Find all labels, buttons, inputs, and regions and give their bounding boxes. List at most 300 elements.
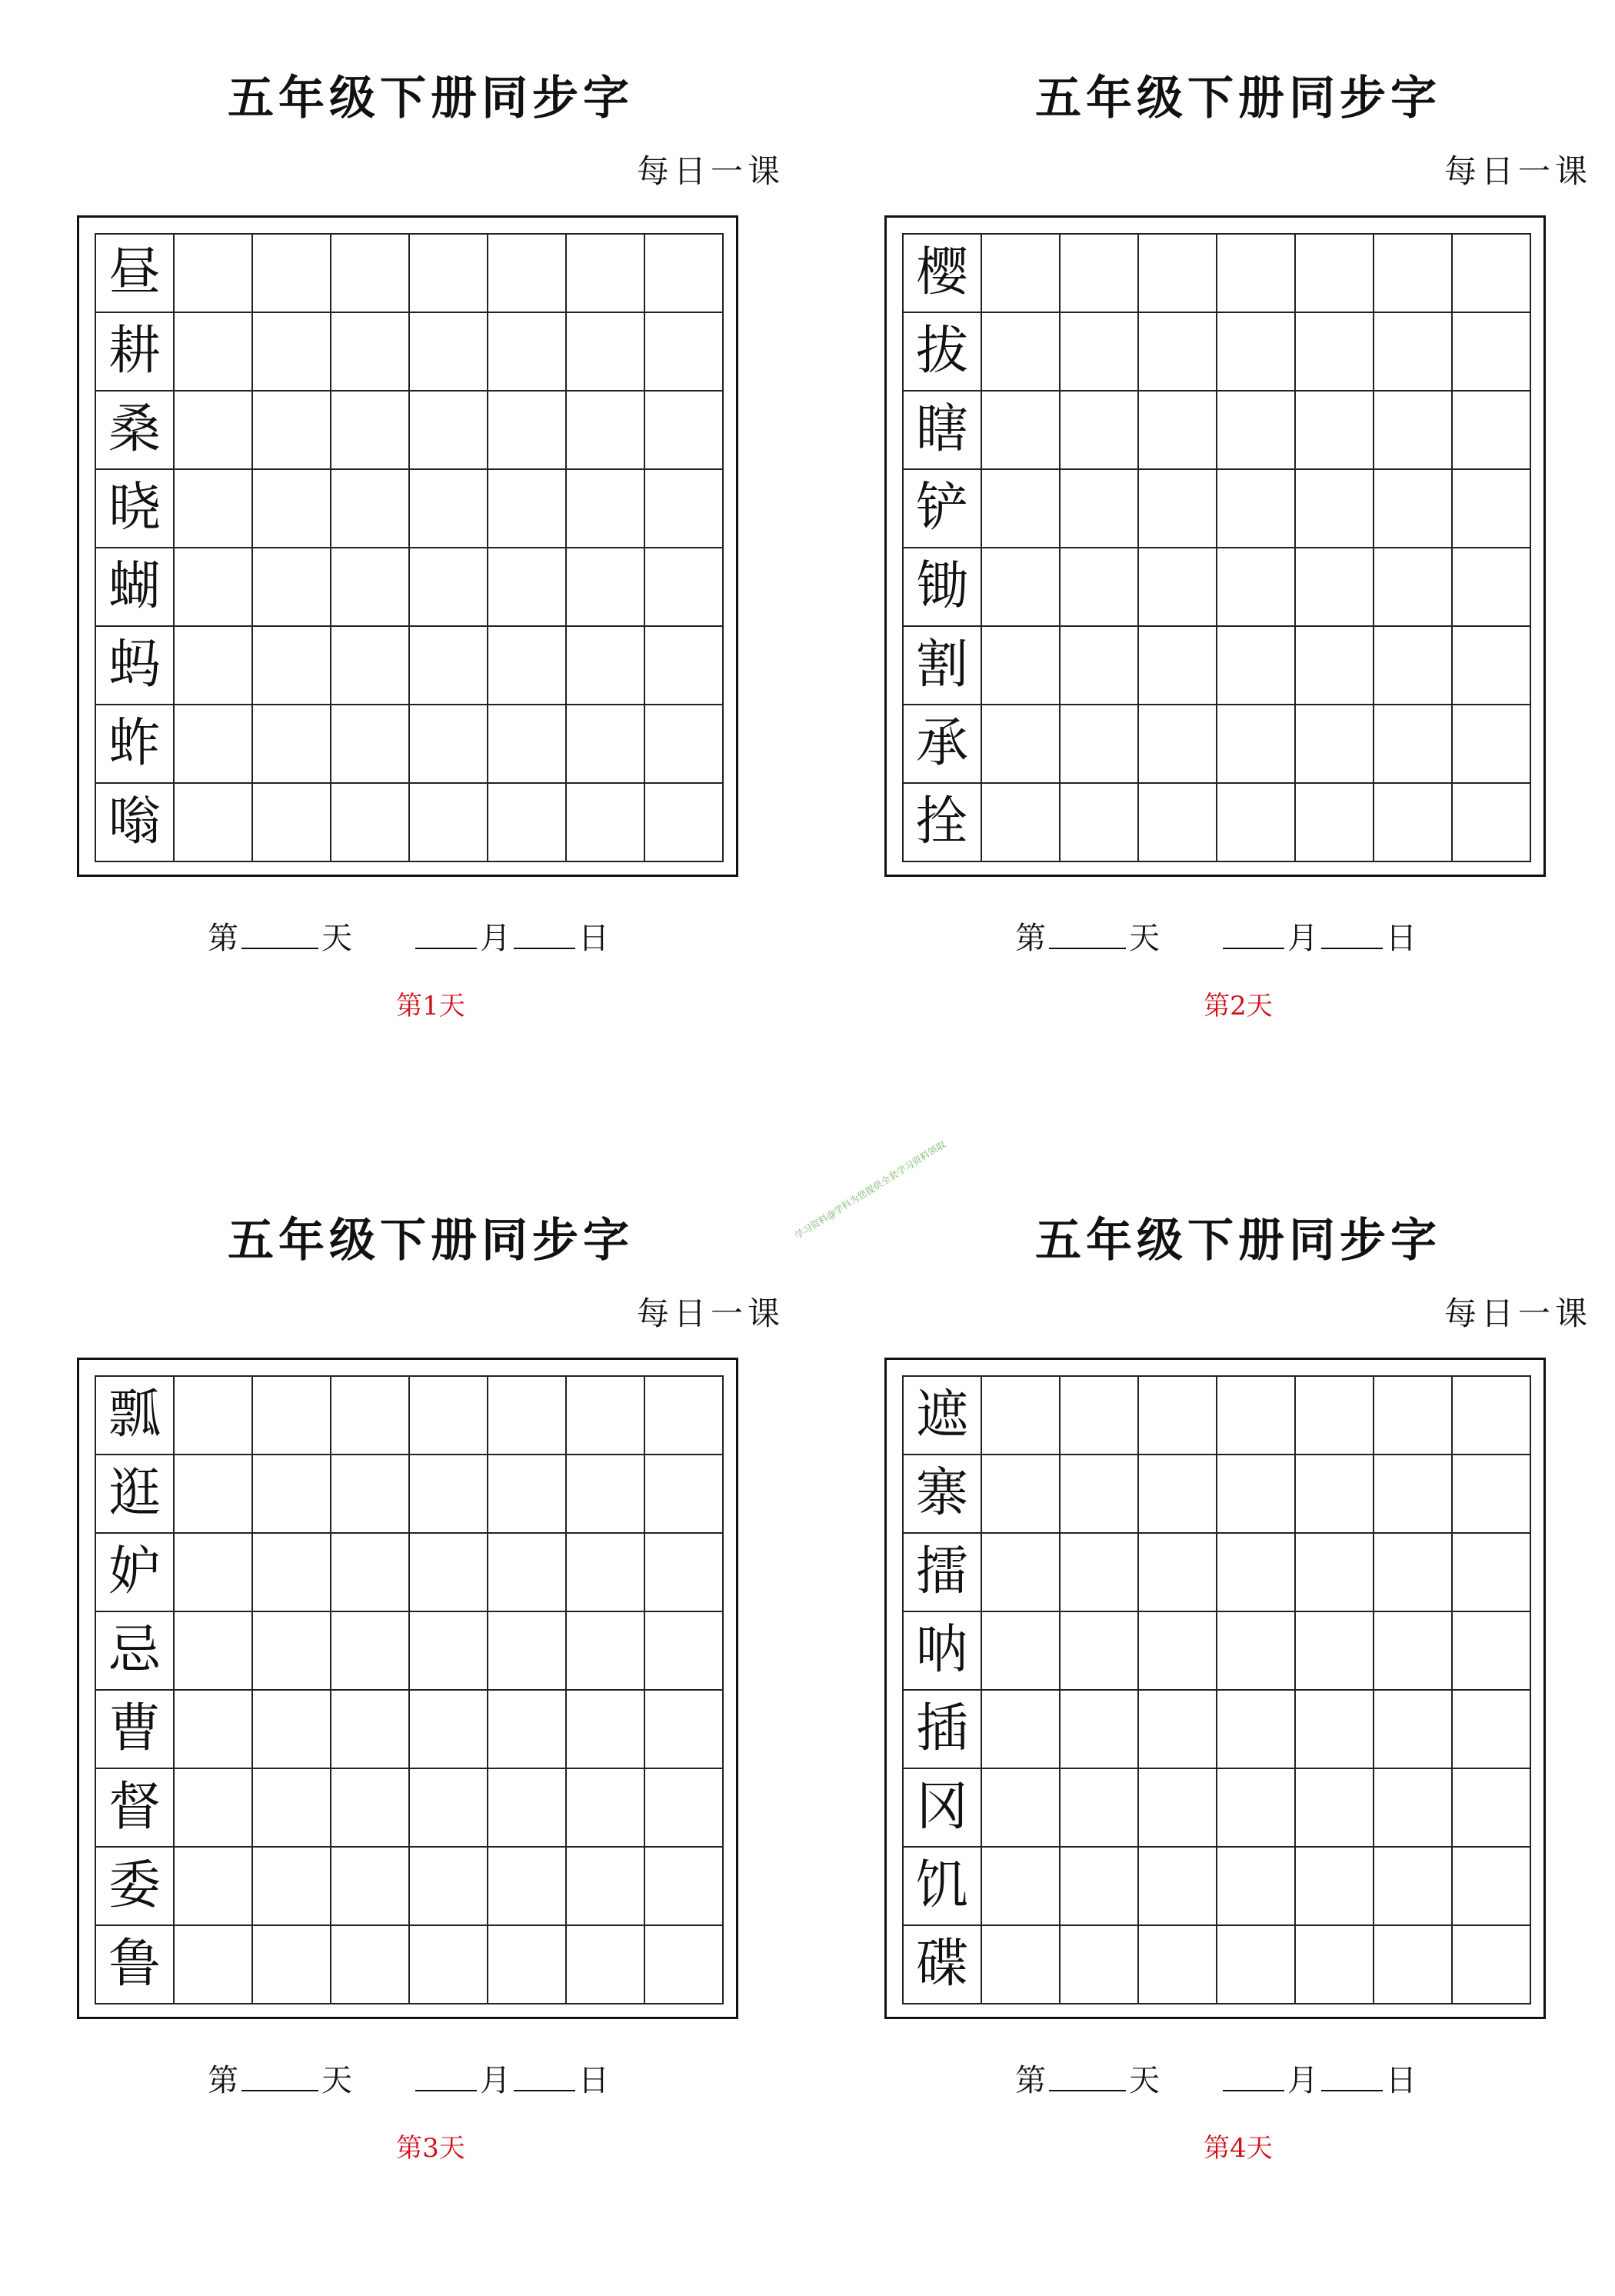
practice-grid-frame — [884, 1358, 1546, 2019]
practice-cell[interactable] — [1217, 1612, 1296, 1691]
practice-cell[interactable] — [253, 1769, 331, 1848]
practice-cell[interactable] — [253, 1534, 331, 1612]
model-character-cell: 冈 — [904, 1769, 982, 1848]
practice-cell[interactable] — [1139, 1848, 1217, 1926]
practice-cell[interactable] — [1139, 1691, 1217, 1769]
practice-cell[interactable] — [253, 705, 331, 784]
practice-cell[interactable] — [410, 1769, 488, 1848]
date-di: 第 — [208, 921, 238, 956]
practice-cell[interactable] — [567, 1377, 645, 1455]
practice-cell[interactable] — [645, 1534, 724, 1612]
practice-cell[interactable] — [175, 705, 253, 784]
worksheet-panel — [854, 1142, 1615, 2296]
practice-cell[interactable] — [331, 235, 410, 313]
practice-cell[interactable] — [567, 392, 645, 470]
practice-cell[interactable] — [1453, 235, 1531, 313]
practice-cell[interactable] — [982, 1377, 1061, 1455]
practice-cell[interactable] — [1139, 548, 1217, 627]
practice-cell[interactable] — [175, 313, 253, 392]
practice-cell[interactable] — [331, 627, 410, 705]
practice-cell[interactable] — [488, 784, 567, 862]
practice-cell[interactable] — [1217, 1691, 1296, 1769]
practice-cell[interactable] — [982, 235, 1061, 313]
practice-grid — [95, 233, 724, 862]
worksheet-panel — [46, 0, 815, 1154]
practice-cell[interactable] — [488, 705, 567, 784]
model-character-cell: 瓢 — [96, 1377, 175, 1455]
practice-grid-frame — [77, 1358, 738, 2019]
practice-cell[interactable] — [645, 235, 724, 313]
practice-cell[interactable] — [175, 548, 253, 627]
practice-cell[interactable] — [488, 627, 567, 705]
practice-cell[interactable] — [1453, 1691, 1531, 1769]
practice-cell[interactable] — [331, 1926, 410, 2004]
date-ri: 日 — [578, 921, 609, 956]
practice-cell[interactable] — [488, 1534, 567, 1612]
practice-cell[interactable] — [645, 470, 724, 548]
practice-cell[interactable] — [253, 313, 331, 392]
practice-cell[interactable] — [175, 1377, 253, 1455]
date-yue: 月 — [1287, 2063, 1318, 2098]
practice-cell[interactable] — [410, 470, 488, 548]
model-character-cell: 瞎 — [904, 392, 982, 470]
practice-cell[interactable] — [175, 1691, 253, 1769]
practice-cell[interactable] — [175, 784, 253, 862]
practice-cell[interactable] — [253, 1926, 331, 2004]
practice-cell[interactable] — [253, 784, 331, 862]
practice-cell[interactable] — [175, 392, 253, 470]
practice-cell[interactable] — [645, 1769, 724, 1848]
practice-cell[interactable] — [1061, 1534, 1139, 1612]
day-label: 第1天 — [396, 991, 465, 1021]
practice-cell[interactable] — [331, 392, 410, 470]
panel-title: 五年级下册同步字 — [1035, 1214, 1441, 1268]
practice-cell[interactable] — [567, 1848, 645, 1926]
practice-cell[interactable] — [175, 1769, 253, 1848]
practice-cell[interactable] — [645, 548, 724, 627]
practice-cell[interactable] — [1061, 1926, 1139, 2004]
practice-cell[interactable] — [410, 392, 488, 470]
date-line — [46, 914, 815, 960]
practice-cell[interactable] — [331, 1691, 410, 1769]
practice-cell[interactable] — [1139, 1377, 1217, 1455]
practice-cell[interactable] — [1453, 1534, 1531, 1612]
practice-cell[interactable] — [1296, 1848, 1374, 1926]
day-label: 第3天 — [396, 2133, 465, 2164]
model-character-cell: 蚱 — [96, 705, 175, 784]
practice-cell[interactable] — [488, 1691, 567, 1769]
practice-cell[interactable] — [982, 1612, 1061, 1691]
model-character-cell: 逛 — [96, 1455, 175, 1534]
model-character-cell: 妒 — [96, 1534, 175, 1612]
practice-cell[interactable] — [488, 548, 567, 627]
practice-cell[interactable] — [567, 548, 645, 627]
practice-cell[interactable] — [567, 313, 645, 392]
practice-cell[interactable] — [1374, 1926, 1453, 2004]
practice-cell[interactable] — [982, 1926, 1061, 2004]
date-line — [854, 2056, 1615, 2102]
practice-cell[interactable] — [1139, 235, 1217, 313]
practice-cell[interactable] — [410, 1848, 488, 1926]
practice-cell[interactable] — [1374, 1848, 1453, 1926]
date-di: 第 — [1015, 921, 1046, 956]
date-line — [854, 914, 1615, 960]
month-blank[interactable] — [415, 948, 477, 949]
practice-cell[interactable] — [410, 1612, 488, 1691]
practice-cell[interactable] — [1296, 705, 1374, 784]
date-tian: 天 — [321, 2063, 352, 2098]
practice-cell[interactable] — [410, 1377, 488, 1455]
practice-cell[interactable] — [1374, 392, 1453, 470]
model-character-cell: 锄 — [904, 548, 982, 627]
practice-cell[interactable] — [567, 1534, 645, 1612]
practice-cell[interactable] — [1217, 548, 1296, 627]
date-yue: 月 — [480, 2063, 511, 2098]
practice-cell[interactable] — [1374, 627, 1453, 705]
practice-cell[interactable] — [1374, 1691, 1453, 1769]
panel-subtitle: 每日一课 — [636, 1295, 784, 1332]
worksheet-panel — [46, 1142, 815, 2296]
practice-cell[interactable] — [567, 784, 645, 862]
practice-cell[interactable] — [1061, 1455, 1139, 1534]
practice-cell[interactable] — [1296, 1455, 1374, 1534]
model-character-cell: 嗡 — [96, 784, 175, 862]
day-number-blank[interactable] — [241, 948, 318, 949]
practice-grid-frame — [884, 215, 1546, 877]
practice-cell[interactable] — [410, 235, 488, 313]
practice-cell[interactable] — [1217, 1455, 1296, 1534]
practice-cell[interactable] — [488, 235, 567, 313]
practice-cell[interactable] — [1296, 392, 1374, 470]
practice-cell[interactable] — [175, 1455, 253, 1534]
practice-cell[interactable] — [1061, 705, 1139, 784]
practice-cell[interactable] — [410, 1691, 488, 1769]
practice-cell[interactable] — [982, 1691, 1061, 1769]
panel-subtitle: 每日一课 — [1444, 152, 1592, 190]
date-ri: 日 — [1386, 921, 1417, 956]
practice-cell[interactable] — [331, 1612, 410, 1691]
practice-cell[interactable] — [175, 235, 253, 313]
practice-cell[interactable] — [1296, 784, 1374, 862]
practice-cell[interactable] — [1453, 392, 1531, 470]
practice-cell[interactable] — [1374, 313, 1453, 392]
practice-cell[interactable] — [1453, 313, 1531, 392]
practice-cell[interactable] — [1374, 548, 1453, 627]
date-blank[interactable] — [1321, 2090, 1383, 2091]
model-character-cell: 耕 — [96, 313, 175, 392]
practice-cell[interactable] — [1453, 1612, 1531, 1691]
practice-cell[interactable] — [1374, 1455, 1453, 1534]
practice-cell[interactable] — [982, 784, 1061, 862]
practice-cell[interactable] — [1061, 1612, 1139, 1691]
day-number-blank[interactable] — [241, 2090, 318, 2091]
date-blank[interactable] — [1321, 948, 1383, 949]
practice-cell[interactable] — [1296, 313, 1374, 392]
practice-cell[interactable] — [982, 627, 1061, 705]
practice-cell[interactable] — [1296, 548, 1374, 627]
practice-cell[interactable] — [645, 1377, 724, 1455]
practice-cell[interactable] — [253, 1848, 331, 1926]
model-character-cell: 桑 — [96, 392, 175, 470]
practice-cell[interactable] — [1374, 1534, 1453, 1612]
practice-cell[interactable] — [1296, 1691, 1374, 1769]
practice-cell[interactable] — [1061, 1848, 1139, 1926]
day-number-blank[interactable] — [1049, 2090, 1126, 2091]
practice-grid-frame — [77, 215, 738, 877]
practice-cell[interactable] — [175, 1926, 253, 2004]
practice-cell[interactable] — [1453, 1455, 1531, 1534]
practice-cell[interactable] — [410, 313, 488, 392]
practice-cell[interactable] — [1217, 235, 1296, 313]
practice-cell[interactable] — [1374, 1769, 1453, 1848]
month-blank[interactable] — [1223, 2090, 1284, 2091]
model-character-cell: 鲁 — [96, 1926, 175, 2004]
model-character-cell: 遮 — [904, 1377, 982, 1455]
worksheet-panel — [854, 0, 1615, 1154]
model-character-cell: 忌 — [96, 1612, 175, 1691]
practice-cell[interactable] — [1139, 1455, 1217, 1534]
practice-cell[interactable] — [567, 1926, 645, 2004]
practice-cell[interactable] — [1061, 392, 1139, 470]
practice-cell[interactable] — [1139, 392, 1217, 470]
practice-cell[interactable] — [1453, 627, 1531, 705]
practice-cell[interactable] — [1217, 627, 1296, 705]
practice-cell[interactable] — [331, 1769, 410, 1848]
practice-cell[interactable] — [331, 313, 410, 392]
practice-cell[interactable] — [1217, 784, 1296, 862]
practice-cell[interactable] — [1139, 1534, 1217, 1612]
date-blank[interactable] — [514, 2090, 575, 2091]
practice-cell[interactable] — [567, 1612, 645, 1691]
practice-cell[interactable] — [1217, 1926, 1296, 2004]
practice-cell[interactable] — [982, 705, 1061, 784]
model-character-cell: 承 — [904, 705, 982, 784]
practice-cell[interactable] — [1296, 627, 1374, 705]
practice-cell[interactable] — [645, 392, 724, 470]
practice-cell[interactable] — [1061, 1691, 1139, 1769]
practice-cell[interactable] — [645, 705, 724, 784]
date-blank[interactable] — [514, 948, 575, 949]
practice-cell[interactable] — [1217, 1848, 1296, 1926]
practice-cell[interactable] — [488, 313, 567, 392]
practice-cell[interactable] — [1374, 705, 1453, 784]
month-blank[interactable] — [1223, 948, 1284, 949]
practice-grid — [902, 1375, 1531, 2004]
practice-grid — [95, 1375, 724, 2004]
practice-cell[interactable] — [1217, 470, 1296, 548]
practice-cell[interactable] — [253, 1455, 331, 1534]
model-character-cell: 拔 — [904, 313, 982, 392]
practice-cell[interactable] — [488, 392, 567, 470]
practice-cell[interactable] — [982, 392, 1061, 470]
practice-cell[interactable] — [488, 1455, 567, 1534]
model-character-cell: 蝴 — [96, 548, 175, 627]
practice-cell[interactable] — [645, 1455, 724, 1534]
practice-cell[interactable] — [1296, 235, 1374, 313]
date-di: 第 — [208, 2063, 238, 2098]
date-ri: 日 — [1386, 2063, 1417, 2098]
model-character-cell: 割 — [904, 627, 982, 705]
practice-cell[interactable] — [331, 784, 410, 862]
practice-cell[interactable] — [410, 1926, 488, 2004]
practice-cell[interactable] — [1217, 392, 1296, 470]
practice-cell[interactable] — [1061, 548, 1139, 627]
model-character-cell: 督 — [96, 1769, 175, 1848]
model-character-cell: 昼 — [96, 235, 175, 313]
practice-cell[interactable] — [1217, 1377, 1296, 1455]
practice-cell[interactable] — [1061, 627, 1139, 705]
practice-cell[interactable] — [1453, 1848, 1531, 1926]
practice-cell[interactable] — [488, 470, 567, 548]
practice-cell[interactable] — [253, 235, 331, 313]
practice-cell[interactable] — [1296, 1377, 1374, 1455]
practice-cell[interactable] — [982, 1769, 1061, 1848]
practice-cell[interactable] — [331, 1377, 410, 1455]
date-line — [46, 2056, 815, 2102]
practice-cell[interactable] — [1061, 313, 1139, 392]
practice-cell[interactable] — [410, 627, 488, 705]
practice-cell[interactable] — [175, 1848, 253, 1926]
practice-cell[interactable] — [1374, 470, 1453, 548]
practice-cell[interactable] — [645, 1926, 724, 2004]
practice-cell[interactable] — [331, 470, 410, 548]
practice-cell[interactable] — [1453, 1377, 1531, 1455]
practice-cell[interactable] — [1139, 705, 1217, 784]
practice-cell[interactable] — [253, 627, 331, 705]
practice-cell[interactable] — [1453, 470, 1531, 548]
practice-cell[interactable] — [1139, 313, 1217, 392]
practice-cell[interactable] — [331, 1848, 410, 1926]
practice-cell[interactable] — [567, 235, 645, 313]
practice-cell[interactable] — [1061, 784, 1139, 862]
practice-cell[interactable] — [1296, 1534, 1374, 1612]
practice-cell[interactable] — [1296, 1612, 1374, 1691]
practice-cell[interactable] — [1061, 470, 1139, 548]
model-character-cell: 委 — [96, 1848, 175, 1926]
model-character-cell: 晓 — [96, 470, 175, 548]
practice-cell[interactable] — [1139, 470, 1217, 548]
practice-cell[interactable] — [1453, 1769, 1531, 1848]
practice-cell[interactable] — [410, 784, 488, 862]
practice-cell[interactable] — [1374, 1612, 1453, 1691]
practice-cell[interactable] — [253, 1691, 331, 1769]
practice-cell[interactable] — [175, 1612, 253, 1691]
practice-cell[interactable] — [982, 1455, 1061, 1534]
panel-title: 五年级下册同步字 — [1035, 72, 1441, 125]
practice-cell[interactable] — [982, 470, 1061, 548]
practice-cell[interactable] — [645, 784, 724, 862]
practice-cell[interactable] — [1061, 1769, 1139, 1848]
practice-cell[interactable] — [567, 1455, 645, 1534]
practice-cell[interactable] — [1453, 1926, 1531, 2004]
practice-cell[interactable] — [331, 1534, 410, 1612]
practice-cell[interactable] — [567, 705, 645, 784]
practice-cell[interactable] — [1139, 1769, 1217, 1848]
practice-cell[interactable] — [1139, 784, 1217, 862]
practice-cell[interactable] — [1374, 235, 1453, 313]
practice-cell[interactable] — [645, 313, 724, 392]
practice-cell[interactable] — [331, 705, 410, 784]
day-label: 第2天 — [1204, 991, 1273, 1021]
date-tian: 天 — [1129, 2063, 1160, 2098]
practice-cell[interactable] — [1453, 548, 1531, 627]
practice-cell[interactable] — [1453, 705, 1531, 784]
practice-cell[interactable] — [1296, 1769, 1374, 1848]
practice-cell[interactable] — [645, 1848, 724, 1926]
model-character-cell: 拴 — [904, 784, 982, 862]
practice-cell[interactable] — [488, 1377, 567, 1455]
model-character-cell: 擂 — [904, 1534, 982, 1612]
practice-cell[interactable] — [567, 470, 645, 548]
practice-cell[interactable] — [488, 1926, 567, 2004]
practice-cell[interactable] — [488, 1769, 567, 1848]
practice-cell[interactable] — [1217, 705, 1296, 784]
practice-cell[interactable] — [1139, 1612, 1217, 1691]
practice-cell[interactable] — [253, 1612, 331, 1691]
practice-cell[interactable] — [982, 313, 1061, 392]
practice-cell[interactable] — [1374, 784, 1453, 862]
practice-cell[interactable] — [1374, 1377, 1453, 1455]
practice-cell[interactable] — [410, 548, 488, 627]
model-character-cell: 铲 — [904, 470, 982, 548]
panel-title: 五年级下册同步字 — [228, 1214, 634, 1268]
practice-cell[interactable] — [1453, 784, 1531, 862]
practice-cell[interactable] — [1217, 313, 1296, 392]
practice-cell[interactable] — [645, 1691, 724, 1769]
panel-subtitle: 每日一课 — [636, 152, 784, 190]
month-blank[interactable] — [415, 2090, 477, 2091]
practice-cell[interactable] — [410, 1534, 488, 1612]
practice-cell[interactable] — [253, 470, 331, 548]
practice-cell[interactable] — [567, 1769, 645, 1848]
practice-cell[interactable] — [253, 1377, 331, 1455]
practice-cell[interactable] — [567, 627, 645, 705]
model-character-cell: 蚂 — [96, 627, 175, 705]
model-character-cell: 寨 — [904, 1455, 982, 1534]
practice-cell[interactable] — [331, 1455, 410, 1534]
practice-cell[interactable] — [1061, 235, 1139, 313]
practice-cell[interactable] — [1139, 1926, 1217, 2004]
practice-cell[interactable] — [1139, 627, 1217, 705]
practice-cell[interactable] — [488, 1848, 567, 1926]
practice-cell[interactable] — [488, 1612, 567, 1691]
practice-cell[interactable] — [1296, 470, 1374, 548]
practice-cell[interactable] — [645, 1612, 724, 1691]
date-tian: 天 — [321, 921, 352, 956]
practice-cell[interactable] — [253, 392, 331, 470]
practice-cell[interactable] — [982, 1534, 1061, 1612]
practice-cell[interactable] — [567, 1691, 645, 1769]
practice-cell[interactable] — [1061, 1377, 1139, 1455]
date-di: 第 — [1015, 2063, 1046, 2098]
practice-cell[interactable] — [982, 548, 1061, 627]
practice-cell[interactable] — [410, 1455, 488, 1534]
practice-cell[interactable] — [175, 627, 253, 705]
practice-cell[interactable] — [175, 1534, 253, 1612]
day-number-blank[interactable] — [1049, 948, 1126, 949]
practice-cell[interactable] — [331, 548, 410, 627]
model-character-cell: 樱 — [904, 235, 982, 313]
practice-cell[interactable] — [175, 470, 253, 548]
practice-cell[interactable] — [410, 705, 488, 784]
practice-cell[interactable] — [1217, 1769, 1296, 1848]
model-character-cell: 插 — [904, 1691, 982, 1769]
practice-cell[interactable] — [1296, 1926, 1374, 2004]
practice-cell[interactable] — [645, 627, 724, 705]
practice-cell[interactable] — [1217, 1534, 1296, 1612]
practice-cell[interactable] — [982, 1848, 1061, 1926]
practice-cell[interactable] — [253, 548, 331, 627]
